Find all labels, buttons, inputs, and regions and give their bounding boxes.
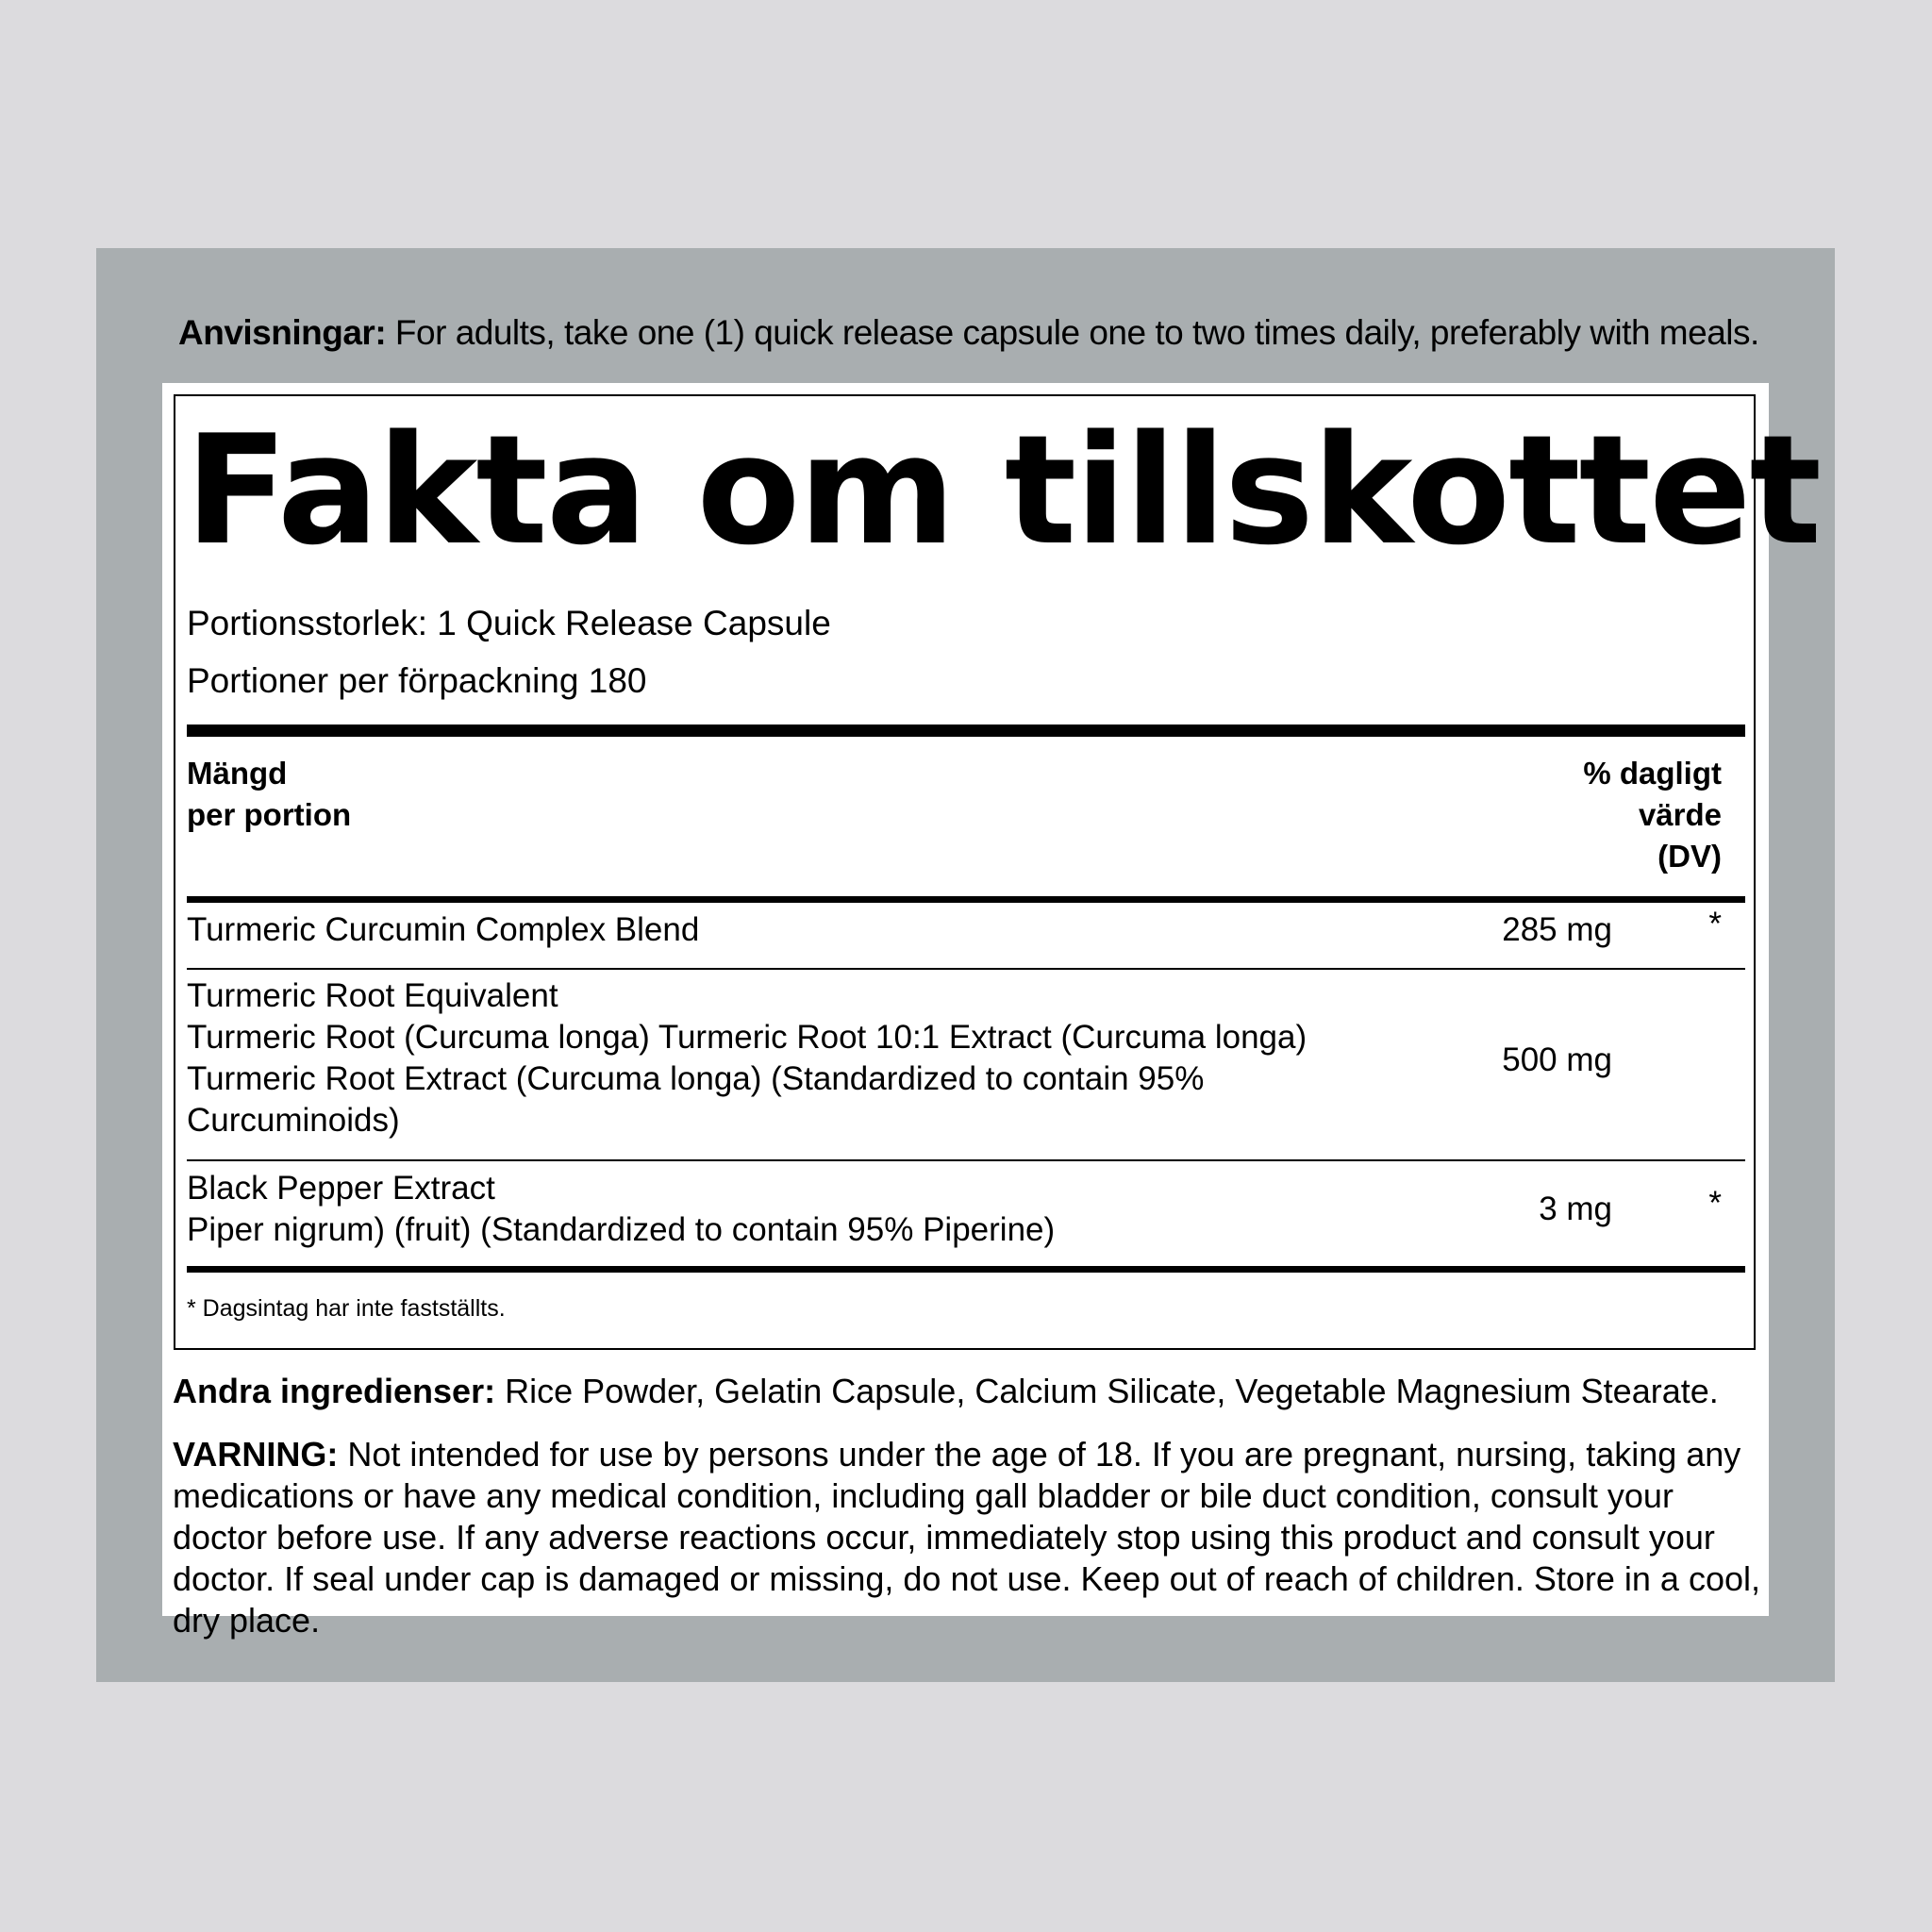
nutrient-subline: Curcuminoids) bbox=[187, 1102, 400, 1139]
directions-label: Anvisningar: bbox=[178, 313, 387, 352]
nutrient-dv: * bbox=[1708, 906, 1722, 942]
divider-row-2 bbox=[187, 1159, 1745, 1161]
header-amount bbox=[187, 753, 351, 836]
warning-label: VARNING: bbox=[173, 1435, 339, 1474]
divider-bottom bbox=[187, 1266, 1745, 1273]
other-ingredients-label: Andra ingredienser: bbox=[173, 1372, 496, 1410]
nutrient-amount: 285 mg bbox=[1502, 911, 1612, 948]
serving-size: Portionsstorlek: 1 Quick Release Capsule bbox=[187, 604, 831, 642]
divider-row-1 bbox=[187, 968, 1745, 970]
header-dv-line3: (DV) bbox=[1657, 839, 1722, 874]
nutrient-subline: Piper nigrum) (fruit) (Standardized to contain 95% Piperine) bbox=[187, 1211, 1056, 1248]
header-amount-line1: Mängd bbox=[187, 756, 288, 791]
nutrient-name: Turmeric Root Equivalent bbox=[187, 977, 558, 1014]
nutrient-subline: Turmeric Root Extract (Curcuma longa) (Standardized to contain 95% bbox=[187, 1060, 1205, 1097]
header-dv-line1: % dagligt bbox=[1583, 756, 1722, 791]
directions-body: For adults, take one (1) quick release capsule one to two times daily, preferably with meals. bbox=[386, 313, 1759, 352]
other-ingredients-text: Rice Powder, Gelatin Capsule, Calcium Silicate, Vegetable Magnesium Stearate. bbox=[495, 1372, 1719, 1410]
nutrient-amount: 500 mg bbox=[1502, 1041, 1612, 1078]
nutrient-subline: Turmeric Root (Curcuma longa) Turmeric Root 10:1 Extract (Curcuma longa) bbox=[187, 1019, 1307, 1056]
other-ingredients bbox=[173, 1370, 1767, 1413]
divider-header bbox=[187, 896, 1745, 903]
facts-title: Fakta om tillskottet bbox=[185, 402, 1821, 578]
footnote: * Dagsintag har inte fastställts. bbox=[187, 1295, 506, 1322]
servings-per-container: Portioner per förpackning 180 bbox=[187, 661, 647, 700]
nutrient-name: Turmeric Curcumin Complex Blend bbox=[187, 911, 700, 948]
nutrient-name: Black Pepper Extract bbox=[187, 1170, 495, 1207]
supplement-facts-box bbox=[174, 394, 1821, 1350]
header-dv-line2: värde bbox=[1638, 797, 1722, 832]
header-amount-line2: per portion bbox=[187, 797, 352, 832]
warning bbox=[173, 1434, 1767, 1641]
warning-text: Not intended for use by persons under the age of 18. If you are pregnant, nursing, taking any medications or have any medical condition, including gall bladder or bile duct condition, consult your doctor before use. If any adverse reactions occur, immediately stop using this product and consult your doctor. If seal under cap is damaged or missing, do not use. Keep out of reach of children. Store in a cool, dry place. bbox=[173, 1435, 1760, 1640]
header-daily-value bbox=[1583, 753, 1722, 877]
nutrient-amount: 3 mg bbox=[1539, 1191, 1612, 1227]
directions-text bbox=[178, 311, 1801, 355]
nutrient-dv: * bbox=[1708, 1185, 1722, 1222]
divider-thick-top bbox=[187, 724, 1745, 737]
